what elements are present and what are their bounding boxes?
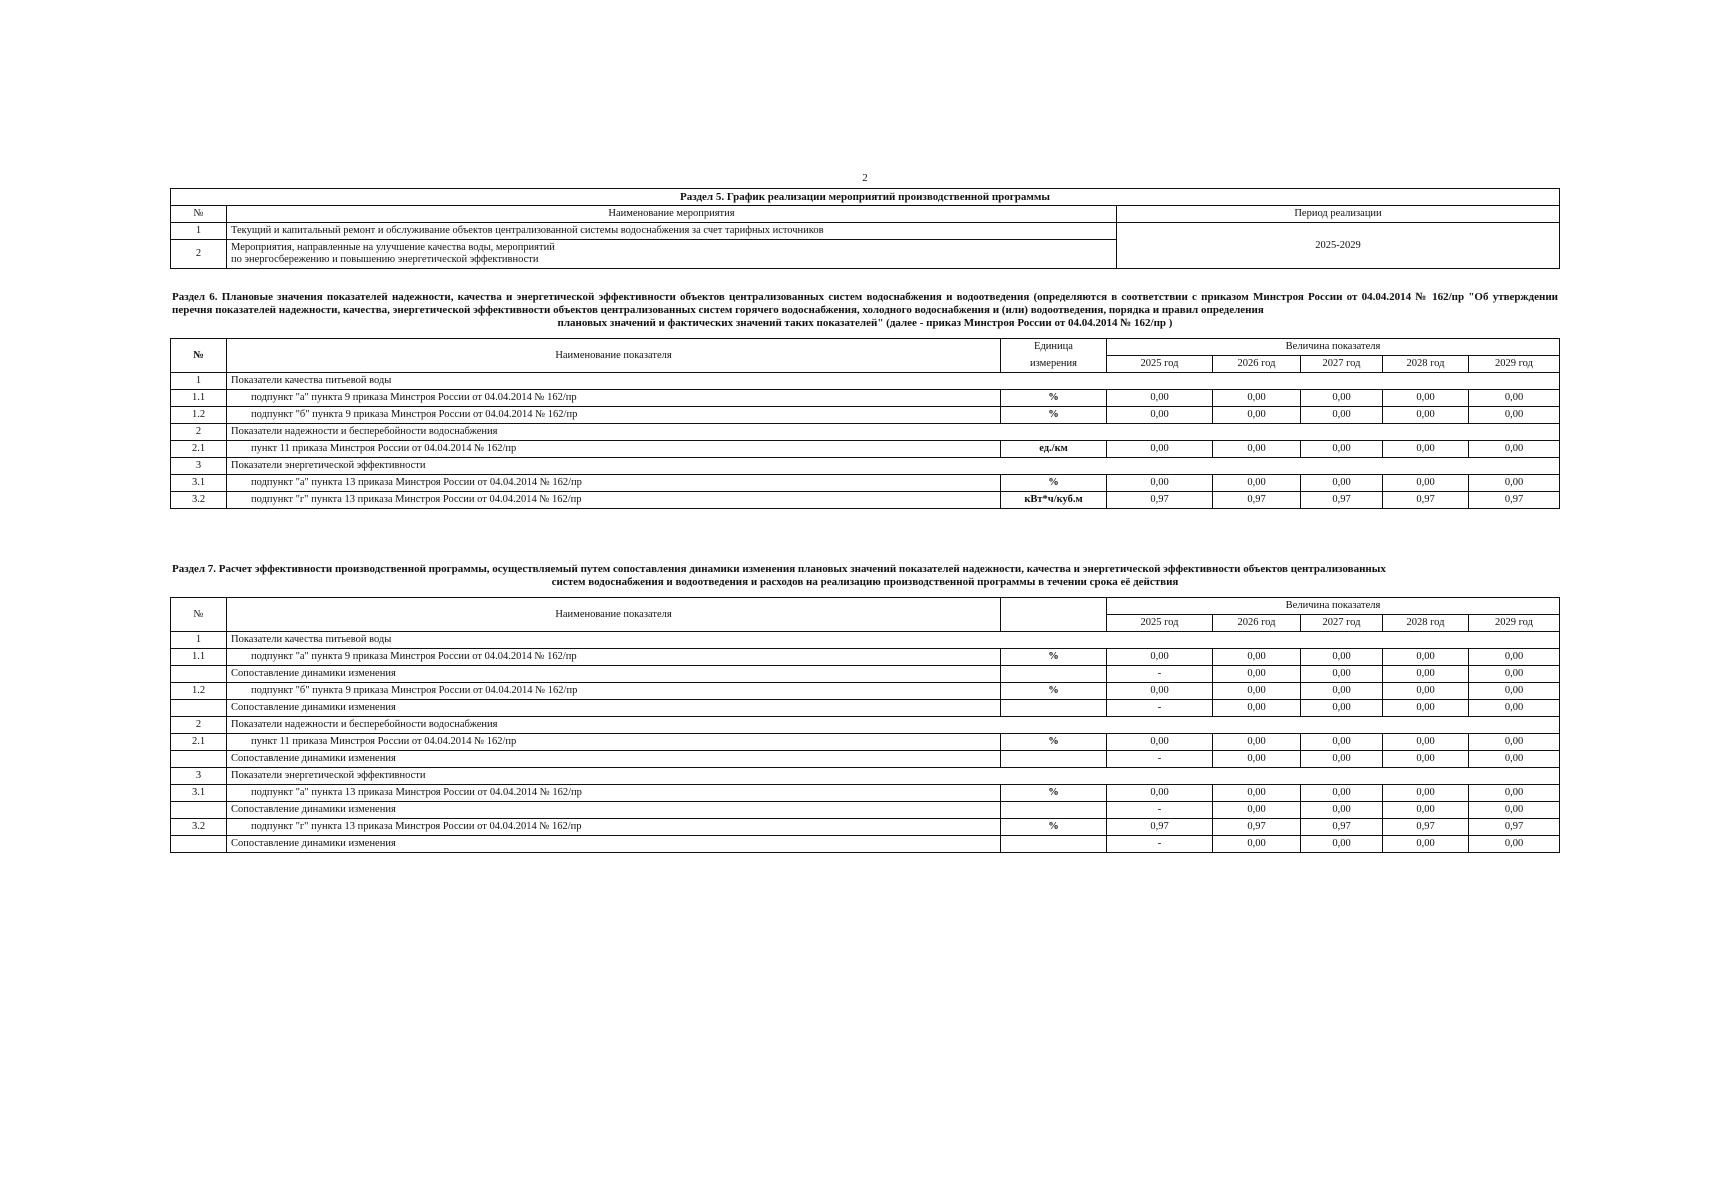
- row-unit: ед./км: [1001, 441, 1107, 458]
- comparison-row: [171, 836, 1560, 853]
- row-name: Сопоставление динамики изменения: [227, 700, 1001, 717]
- row-name: подпункт "а" пункта 13 приказа Минстроя России от 04.04.2014 № 162/пр: [227, 785, 1001, 802]
- row-value: 0,00: [1383, 802, 1469, 819]
- row-unit: %: [1001, 475, 1107, 492]
- row-value: 0,97: [1301, 492, 1383, 509]
- row-value: 0,00: [1383, 785, 1469, 802]
- section6-heading: [170, 277, 1560, 338]
- row-value: 0,97: [1469, 819, 1560, 836]
- table-row: [171, 734, 1560, 751]
- row-name: Показатели качества питьевой воды: [227, 373, 1560, 390]
- section7-year: 2027 год: [1301, 615, 1383, 632]
- row-value: 0,00: [1301, 407, 1383, 424]
- page-number: 2: [862, 172, 868, 184]
- row-number: 1.2: [171, 683, 227, 700]
- row-number: [171, 700, 227, 717]
- section5-row-name: Текущий и капитальный ремонт и обслуживание объектов централизованной системы водоснабжения за счет тарифных источников: [227, 223, 1117, 240]
- row-value: 0,00: [1469, 407, 1560, 424]
- section5-block: [170, 188, 1560, 269]
- row-number: 1: [171, 373, 227, 390]
- row-number: 2.1: [171, 734, 227, 751]
- section5-period-value: 2025-2029: [1117, 223, 1560, 269]
- group-row: [171, 717, 1560, 734]
- row-number: 2.1: [171, 441, 227, 458]
- row-unit: [1001, 836, 1107, 853]
- row-value: 0,00: [1469, 390, 1560, 407]
- section7-rows: [171, 632, 1560, 853]
- row-number: 3.1: [171, 785, 227, 802]
- row-value: 0,00: [1301, 683, 1383, 700]
- row-value: 0,00: [1301, 734, 1383, 751]
- row-value: 0,00: [1301, 390, 1383, 407]
- row-number: 1.1: [171, 649, 227, 666]
- row-value: 0,00: [1213, 666, 1301, 683]
- row-number: 2: [171, 424, 227, 441]
- row-unit: %: [1001, 390, 1107, 407]
- section6-rows: [171, 373, 1560, 509]
- row-name: подпункт "а" пункта 9 приказа Минстроя России от 04.04.2014 № 162/пр: [227, 649, 1001, 666]
- row-name: подпункт "б" пункта 9 приказа Минстроя России от 04.04.2014 № 162/пр: [227, 407, 1001, 424]
- section7-heading-last: систем водоснабжения и водоотведения и расходов на реализацию производственной программы в течении срока её действия: [551, 576, 1179, 588]
- row-value: 0,00: [1107, 475, 1213, 492]
- row-value: 0,00: [1213, 734, 1301, 751]
- row-value: 0,00: [1383, 475, 1469, 492]
- row-unit: %: [1001, 649, 1107, 666]
- row-name: подпункт "а" пункта 13 приказа Минстроя России от 04.04.2014 № 162/пр: [227, 475, 1001, 492]
- section6-block: [170, 277, 1560, 509]
- section5-row-name-line2: по энергосбережению и повышению энергетической эффективности: [231, 254, 539, 265]
- row-value: 0,97: [1213, 492, 1301, 509]
- row-value: 0,00: [1107, 407, 1213, 424]
- row-value: 0,00: [1107, 390, 1213, 407]
- row-value: 0,00: [1383, 751, 1469, 768]
- row-name: подпункт "б" пункта 9 приказа Минстроя России от 04.04.2014 № 162/пр: [227, 683, 1001, 700]
- section5-row-no: 1: [171, 223, 227, 240]
- row-name: Сопоставление динамики изменения: [227, 836, 1001, 853]
- row-value: 0,00: [1469, 785, 1560, 802]
- row-value: 0,00: [1469, 751, 1560, 768]
- row-value: 0,00: [1383, 683, 1469, 700]
- row-number: 3: [171, 458, 227, 475]
- row-value: 0,00: [1383, 734, 1469, 751]
- row-value: 0,97: [1383, 819, 1469, 836]
- row-value: 0,00: [1469, 683, 1560, 700]
- row-value: -: [1107, 666, 1213, 683]
- row-number: [171, 802, 227, 819]
- row-value: 0,00: [1301, 751, 1383, 768]
- row-value: 0,00: [1213, 475, 1301, 492]
- row-value: 0,00: [1469, 836, 1560, 853]
- row-value: 0,00: [1301, 475, 1383, 492]
- section5-row-no: 2: [171, 240, 227, 269]
- row-value: -: [1107, 802, 1213, 819]
- comparison-row: [171, 751, 1560, 768]
- row-value: 0,00: [1301, 802, 1383, 819]
- comparison-row: [171, 802, 1560, 819]
- section6-col-name: Наименование показателя: [227, 339, 1001, 373]
- row-value: 0,00: [1213, 407, 1301, 424]
- table-row: [171, 441, 1560, 458]
- row-value: 0,97: [1383, 492, 1469, 509]
- row-value: 0,00: [1107, 785, 1213, 802]
- row-value: 0,97: [1301, 819, 1383, 836]
- row-name: Показатели энергетической эффективности: [227, 768, 1560, 785]
- row-name: Показатели качества питьевой воды: [227, 632, 1560, 649]
- section7-year: 2029 год: [1469, 615, 1560, 632]
- group-row: [171, 373, 1560, 390]
- row-value: 0,00: [1469, 700, 1560, 717]
- row-value: 0,00: [1107, 683, 1213, 700]
- table-row: [171, 407, 1560, 424]
- section7-table: [170, 597, 1560, 853]
- row-name: пункт 11 приказа Минстроя России от 04.04.2014 № 162/пр: [227, 734, 1001, 751]
- row-name: Показатели надежности и бесперебойности водоснабжения: [227, 424, 1560, 441]
- row-name: пункт 11 приказа Минстроя России от 04.04.2014 № 162/пр: [227, 441, 1001, 458]
- section6-col-value: Величина показателя: [1107, 339, 1560, 356]
- row-value: 0,00: [1469, 475, 1560, 492]
- section7-heading: [170, 545, 1560, 597]
- row-value: 0,00: [1107, 649, 1213, 666]
- row-unit: [1001, 700, 1107, 717]
- section6-heading-last: плановых значений и фактических значений таких показателей" (далее - приказ Минстроя России от 04.04.2014 № 162/пр ): [557, 317, 1173, 329]
- row-value: 0,00: [1107, 734, 1213, 751]
- row-value: 0,00: [1301, 441, 1383, 458]
- section6-table: [170, 338, 1560, 509]
- row-value: -: [1107, 836, 1213, 853]
- row-number: [171, 836, 227, 853]
- row-value: 0,00: [1213, 441, 1301, 458]
- section6-heading-text: Раздел 6. Плановые значения показателей надежности, качества и энергетической эффективности объектов централизованных систем водоснабжения и водоотведения (определяются в соответствии с приказом Минстроя России от 04.04.2014 № 162/пр "Об утверждении перечня показателей надежности, качества, энергетической эффективности объектов централизованных систем горячего водоснабжения, холодного водоснабжения и (или) водоотведения, порядка и правил определения: [172, 291, 1558, 316]
- row-value: 0,97: [1213, 819, 1301, 836]
- section5-row-name-line1: Мероприятия, направленные на улучшение качества воды, мероприятий: [231, 242, 555, 253]
- row-value: 0,00: [1213, 700, 1301, 717]
- row-name: подпункт "г" пункта 13 приказа Минстроя России от 04.04.2014 № 162/пр: [227, 819, 1001, 836]
- row-number: 2: [171, 717, 227, 734]
- section6-year: 2027 год: [1301, 356, 1383, 373]
- section5-col-no: №: [171, 206, 227, 223]
- row-value: 0,97: [1107, 492, 1213, 509]
- row-number: 1.2: [171, 407, 227, 424]
- row-value: 0,00: [1213, 836, 1301, 853]
- row-value: 0,00: [1301, 666, 1383, 683]
- row-value: 0,00: [1213, 683, 1301, 700]
- section6-col-unit-2: измерения: [1001, 356, 1107, 373]
- row-value: 0,00: [1107, 441, 1213, 458]
- section7-block: [170, 545, 1560, 853]
- row-unit: %: [1001, 734, 1107, 751]
- row-value: 0,97: [1469, 492, 1560, 509]
- section7-col-no: №: [171, 598, 227, 632]
- row-value: -: [1107, 700, 1213, 717]
- group-row: [171, 768, 1560, 785]
- row-value: 0,00: [1383, 441, 1469, 458]
- row-name: подпункт "г" пункта 13 приказа Минстроя России от 04.04.2014 № 162/пр: [227, 492, 1001, 509]
- row-value: 0,00: [1301, 649, 1383, 666]
- table-row: [171, 492, 1560, 509]
- section5-title: Раздел 5. График реализации мероприятий производственной программы: [171, 189, 1560, 206]
- section6-year: 2025 год: [1107, 356, 1213, 373]
- section7-year: 2028 год: [1383, 615, 1469, 632]
- row-number: [171, 751, 227, 768]
- table-row: [171, 785, 1560, 802]
- row-unit: [1001, 751, 1107, 768]
- row-name: Показатели надежности и бесперебойности водоснабжения: [227, 717, 1560, 734]
- group-row: [171, 424, 1560, 441]
- row-unit: [1001, 802, 1107, 819]
- row-value: 0,00: [1469, 666, 1560, 683]
- row-value: 0,00: [1469, 649, 1560, 666]
- section7-heading-text: Раздел 7. Расчет эффективности производственной программы, осуществляемый путем сопоставления динамики изменения плановых значений показателей надежности, качества и энергетической эффективности объектов централизованных: [172, 563, 1386, 575]
- section5-row-name: [227, 240, 1117, 269]
- section7-year: 2026 год: [1213, 615, 1301, 632]
- table-row: [171, 649, 1560, 666]
- row-value: 0,00: [1383, 666, 1469, 683]
- comparison-row: [171, 666, 1560, 683]
- row-unit: %: [1001, 785, 1107, 802]
- row-unit: %: [1001, 683, 1107, 700]
- row-name: Сопоставление динамики изменения: [227, 802, 1001, 819]
- section7-year: 2025 год: [1107, 615, 1213, 632]
- row-name: Показатели энергетической эффективности: [227, 458, 1560, 475]
- row-name: Сопоставление динамики изменения: [227, 666, 1001, 683]
- table-row: [171, 390, 1560, 407]
- section5-table: [170, 188, 1560, 269]
- row-value: 0,00: [1383, 649, 1469, 666]
- row-name: подпункт "а" пункта 9 приказа Минстроя России от 04.04.2014 № 162/пр: [227, 390, 1001, 407]
- row-number: 3.2: [171, 492, 227, 509]
- row-value: 0,00: [1469, 802, 1560, 819]
- row-value: 0,00: [1213, 751, 1301, 768]
- row-number: 3: [171, 768, 227, 785]
- row-number: 1: [171, 632, 227, 649]
- row-value: 0,00: [1383, 407, 1469, 424]
- row-number: 3.2: [171, 819, 227, 836]
- row-number: 1.1: [171, 390, 227, 407]
- group-row: [171, 458, 1560, 475]
- row-unit: кВт*ч/куб.м: [1001, 492, 1107, 509]
- section6-year: 2026 год: [1213, 356, 1301, 373]
- row-value: 0,00: [1469, 734, 1560, 751]
- row-number: [171, 666, 227, 683]
- row-value: 0,00: [1383, 700, 1469, 717]
- row-unit: %: [1001, 407, 1107, 424]
- row-value: 0,00: [1301, 700, 1383, 717]
- table-row: [171, 819, 1560, 836]
- row-value: 0,00: [1213, 649, 1301, 666]
- table-row: [171, 475, 1560, 492]
- row-value: 0,00: [1469, 441, 1560, 458]
- row-unit: %: [1001, 819, 1107, 836]
- row-value: 0,00: [1383, 836, 1469, 853]
- section6-year: 2028 год: [1383, 356, 1469, 373]
- row-value: 0,00: [1213, 390, 1301, 407]
- table-row: [171, 683, 1560, 700]
- row-value: -: [1107, 751, 1213, 768]
- row-number: 3.1: [171, 475, 227, 492]
- row-value: 0,00: [1213, 802, 1301, 819]
- section5-col-period: Период реализации: [1117, 206, 1560, 223]
- row-value: 0,00: [1301, 785, 1383, 802]
- group-row: [171, 632, 1560, 649]
- section7-col-value: Величина показателя: [1107, 598, 1560, 615]
- row-name: Сопоставление динамики изменения: [227, 751, 1001, 768]
- row-value: 0,97: [1107, 819, 1213, 836]
- section7-col-unit: [1001, 598, 1107, 632]
- section5-col-name: Наименование мероприятия: [227, 206, 1117, 223]
- row-value: 0,00: [1383, 390, 1469, 407]
- section6-year: 2029 год: [1469, 356, 1560, 373]
- comparison-row: [171, 700, 1560, 717]
- row-value: 0,00: [1301, 836, 1383, 853]
- section6-col-unit-1: Единица: [1001, 339, 1107, 356]
- section6-col-no: №: [171, 339, 227, 373]
- row-unit: [1001, 666, 1107, 683]
- row-value: 0,00: [1213, 785, 1301, 802]
- section7-col-name: Наименование показателя: [227, 598, 1001, 632]
